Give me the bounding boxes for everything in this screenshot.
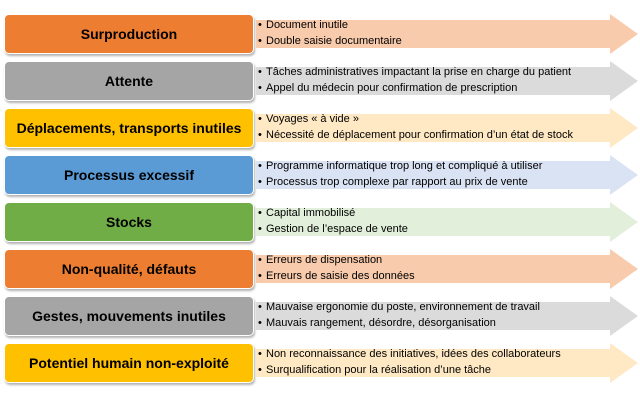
waste-example-item: • Erreurs de dispensation <box>258 254 383 266</box>
waste-example-item: • Appel du médecin pour confirmation de prescription <box>258 82 518 94</box>
waste-example-item: • Tâches administratives impactant la prise en charge du patient <box>258 66 572 78</box>
waste-category-box: Attente <box>4 61 254 101</box>
waste-row-surproduction <box>0 14 640 56</box>
waste-row-gestes <box>0 296 640 338</box>
waste-examples-list <box>258 111 573 143</box>
waste-example-item: • Capital immobilisé <box>258 207 356 219</box>
waste-example-item: • Document inutile <box>258 19 348 31</box>
waste-example-item: • Gestion de l’espace de vente <box>258 223 408 235</box>
waste-category-box: Stocks <box>4 202 254 242</box>
waste-category-box: Déplacements, transports inutiles <box>4 108 254 148</box>
waste-row-processus <box>0 155 640 197</box>
waste-example-item: • Surqualification pour la réalisation d’une tâche <box>258 364 492 376</box>
waste-example-item: • Voyages « à vide » <box>258 113 359 125</box>
waste-example-item: • Nécessité de déplacement pour confirmation d’un état de stock <box>258 129 573 141</box>
waste-example-item: • Erreurs de saisie des données <box>258 270 415 282</box>
waste-category-box: Surproduction <box>4 14 254 54</box>
waste-examples-list <box>258 158 542 190</box>
waste-row-deplacements <box>0 108 640 150</box>
waste-examples-list <box>258 205 408 237</box>
waste-example-item: • Double saisie documentaire <box>258 35 402 47</box>
waste-row-stocks <box>0 202 640 244</box>
waste-row-attente <box>0 61 640 103</box>
waste-category-box: Potentiel humain non-exploité <box>4 343 254 383</box>
waste-row-non-qualite <box>0 249 640 291</box>
waste-example-item: • Programme informatique trop long et compliqué à utiliser <box>258 160 543 172</box>
waste-example-item: • Mauvaise ergonomie du poste, environnement de travail <box>258 301 540 313</box>
waste-category-box: Processus excessif <box>4 155 254 195</box>
waste-example-item: • Non reconnaissance des initiatives, idées des collaborateurs <box>258 348 561 360</box>
waste-examples-list <box>258 17 402 49</box>
waste-category-box: Gestes, mouvements inutiles <box>4 296 254 336</box>
waste-example-item: • Mauvais rangement, désordre, désorganisation <box>258 317 496 329</box>
waste-examples-list <box>258 252 415 284</box>
waste-example-item: • Processus trop complexe par rapport au prix de vente <box>258 176 528 188</box>
waste-examples-list <box>258 346 561 378</box>
waste-examples-list <box>258 299 540 331</box>
waste-examples-list <box>258 64 571 96</box>
waste-row-potentiel-humain <box>0 343 640 385</box>
waste-category-box: Non-qualité, défauts <box>4 249 254 289</box>
